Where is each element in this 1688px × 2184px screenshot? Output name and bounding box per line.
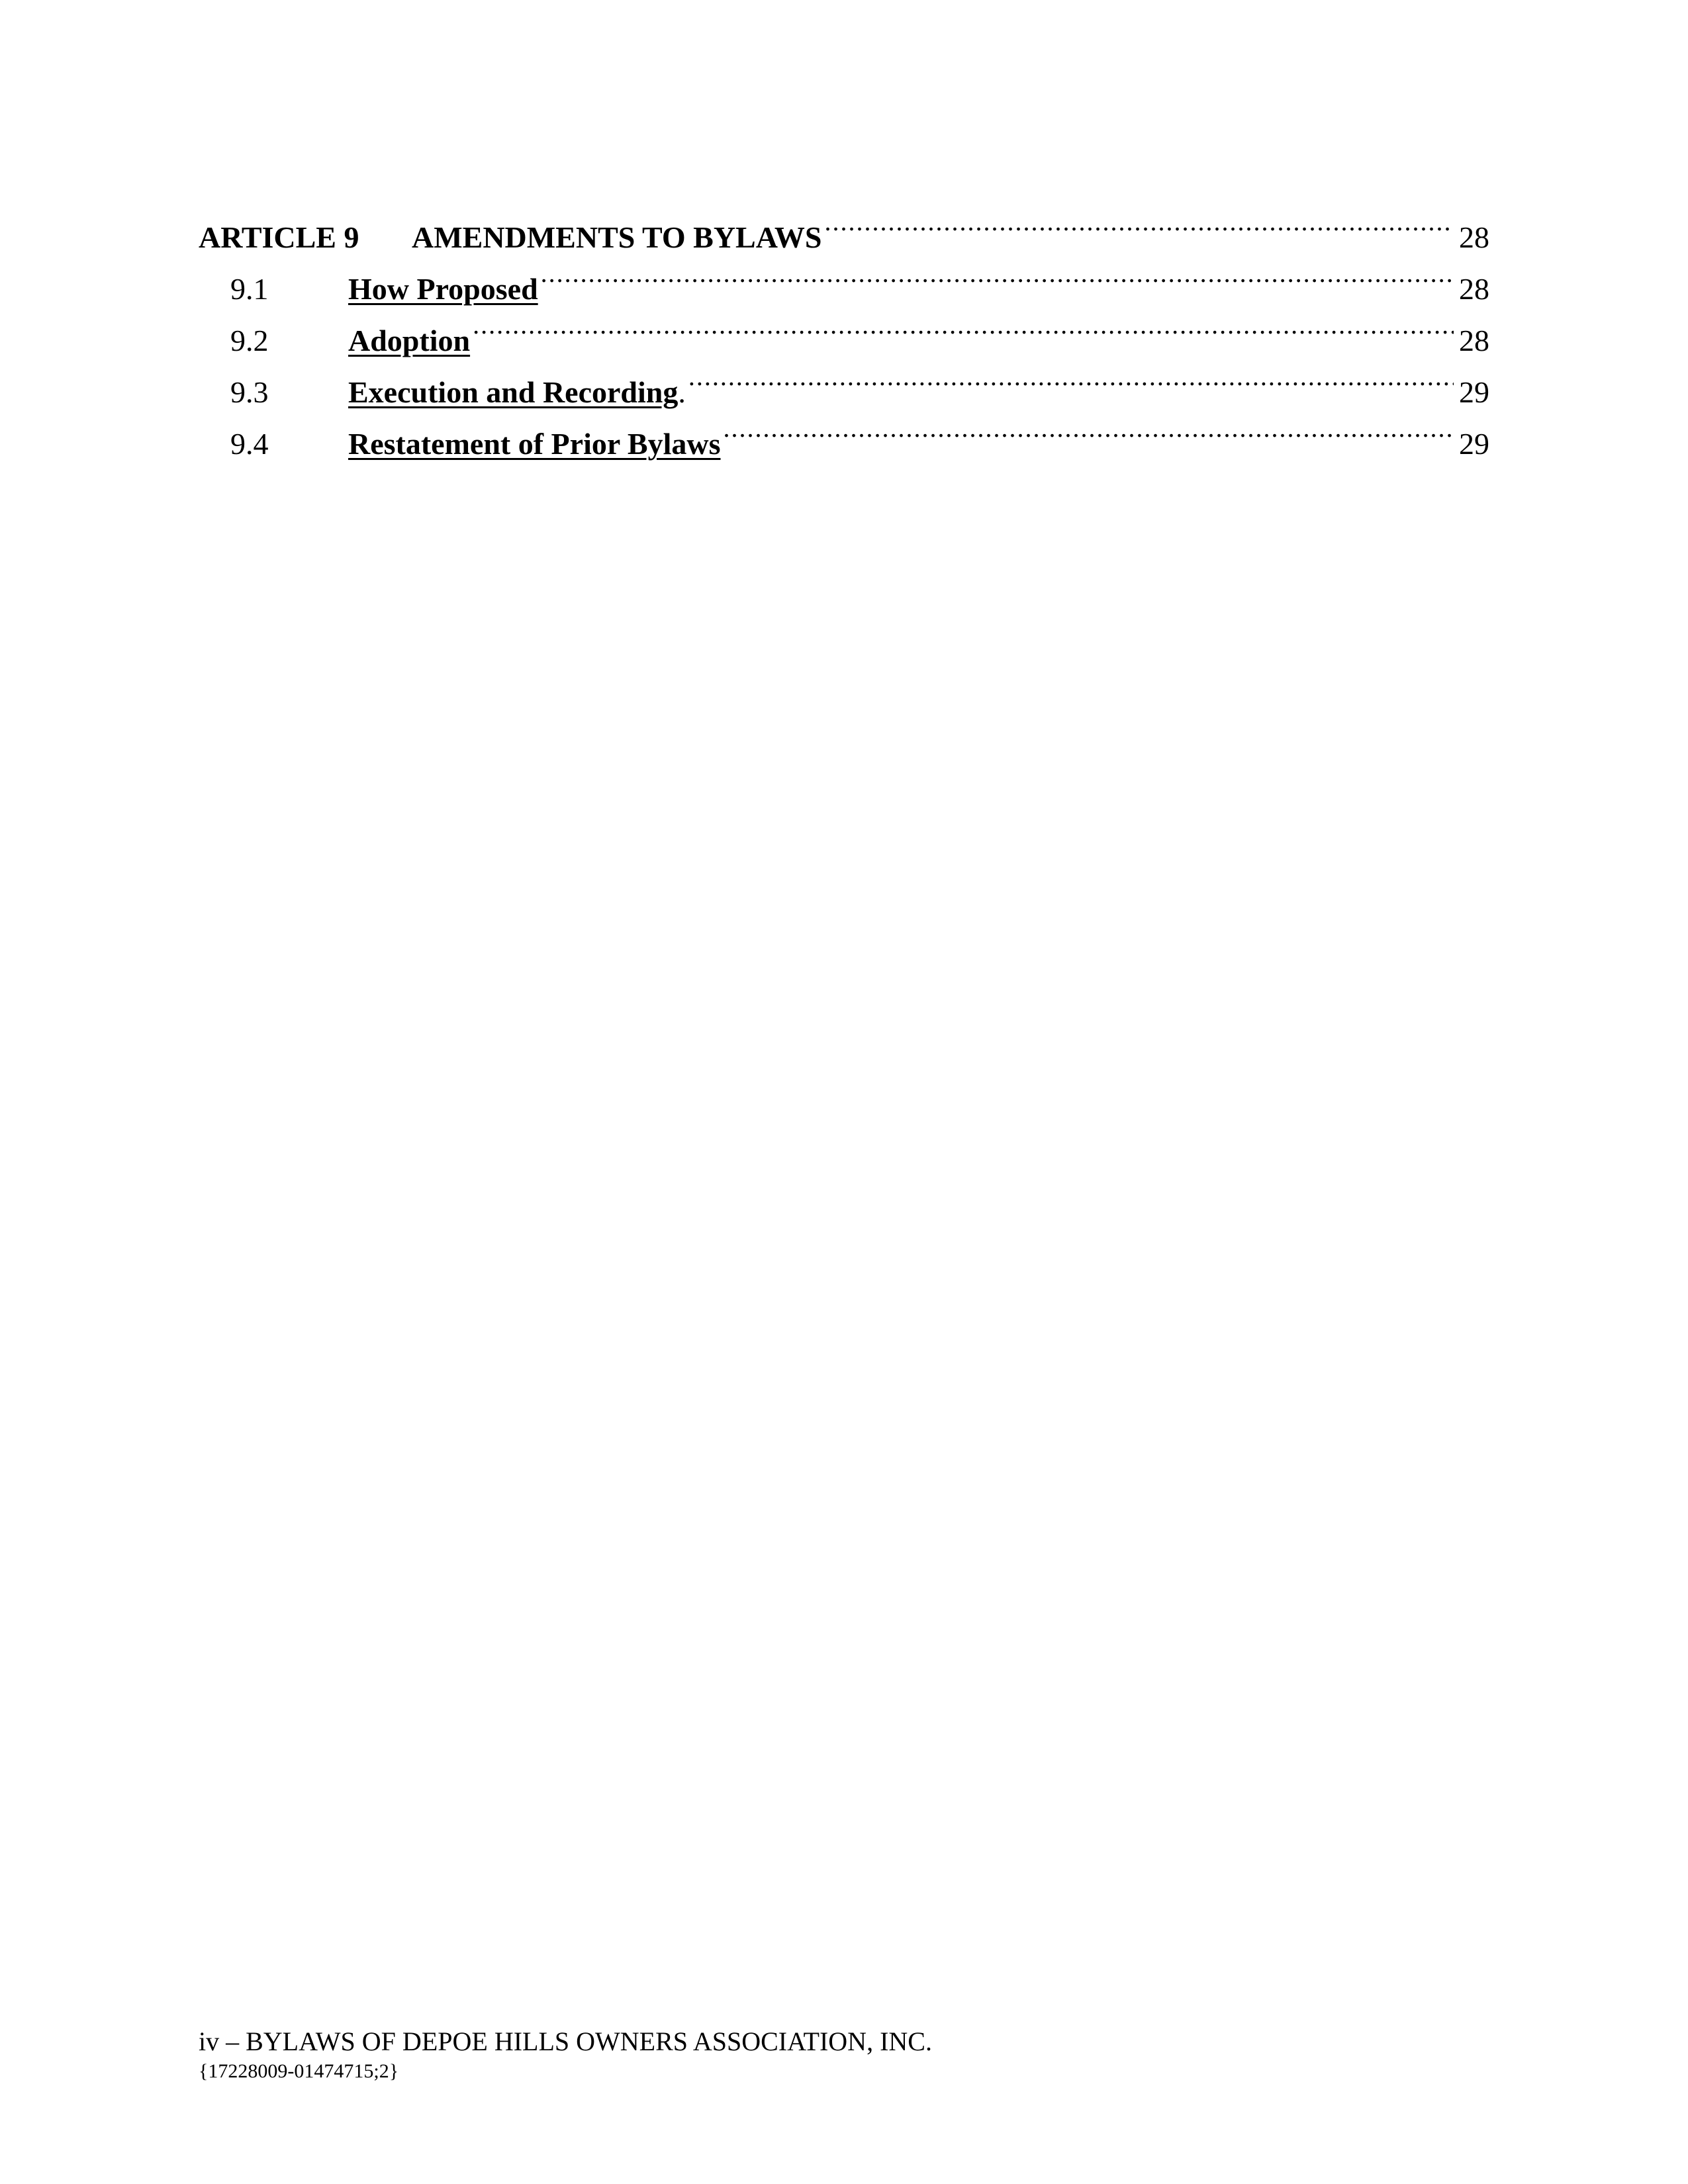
dot-leader [724, 402, 1454, 454]
section-title: How Proposed [348, 272, 538, 306]
section-suffix: . [678, 375, 686, 409]
toc-article-entry[interactable] [199, 196, 1489, 254]
page-number: 29 [1459, 375, 1489, 409]
document-id: {17228009-01474715;2} [199, 2060, 399, 2082]
section-title: Restatement of Prior Bylaws [348, 427, 721, 461]
page-number: 28 [1459, 272, 1489, 306]
table-of-contents [199, 196, 1489, 461]
section-number: 9.2 [230, 324, 269, 357]
page-number: 28 [1459, 220, 1489, 254]
dot-leader [473, 299, 1454, 351]
page-footer [199, 2025, 1489, 2085]
section-number: 9.3 [230, 375, 269, 409]
section-number: 9.4 [230, 427, 269, 461]
section-number: 9.1 [230, 272, 269, 306]
page-number: 28 [1459, 324, 1489, 357]
page-number: 29 [1459, 427, 1489, 461]
dot-leader [688, 351, 1454, 402]
dot-leader [824, 196, 1454, 248]
article-title: AMENDMENTS TO BYLAWS [412, 220, 822, 254]
dot-leader [541, 248, 1454, 299]
section-title: Execution and Recording [348, 375, 679, 409]
article-label: ARTICLE 9 [199, 220, 359, 254]
section-title: Adoption [348, 324, 471, 357]
footer-title: iv – BYLAWS OF DEPOE HILLS OWNERS ASSOCIATION, INC. [199, 2026, 932, 2056]
